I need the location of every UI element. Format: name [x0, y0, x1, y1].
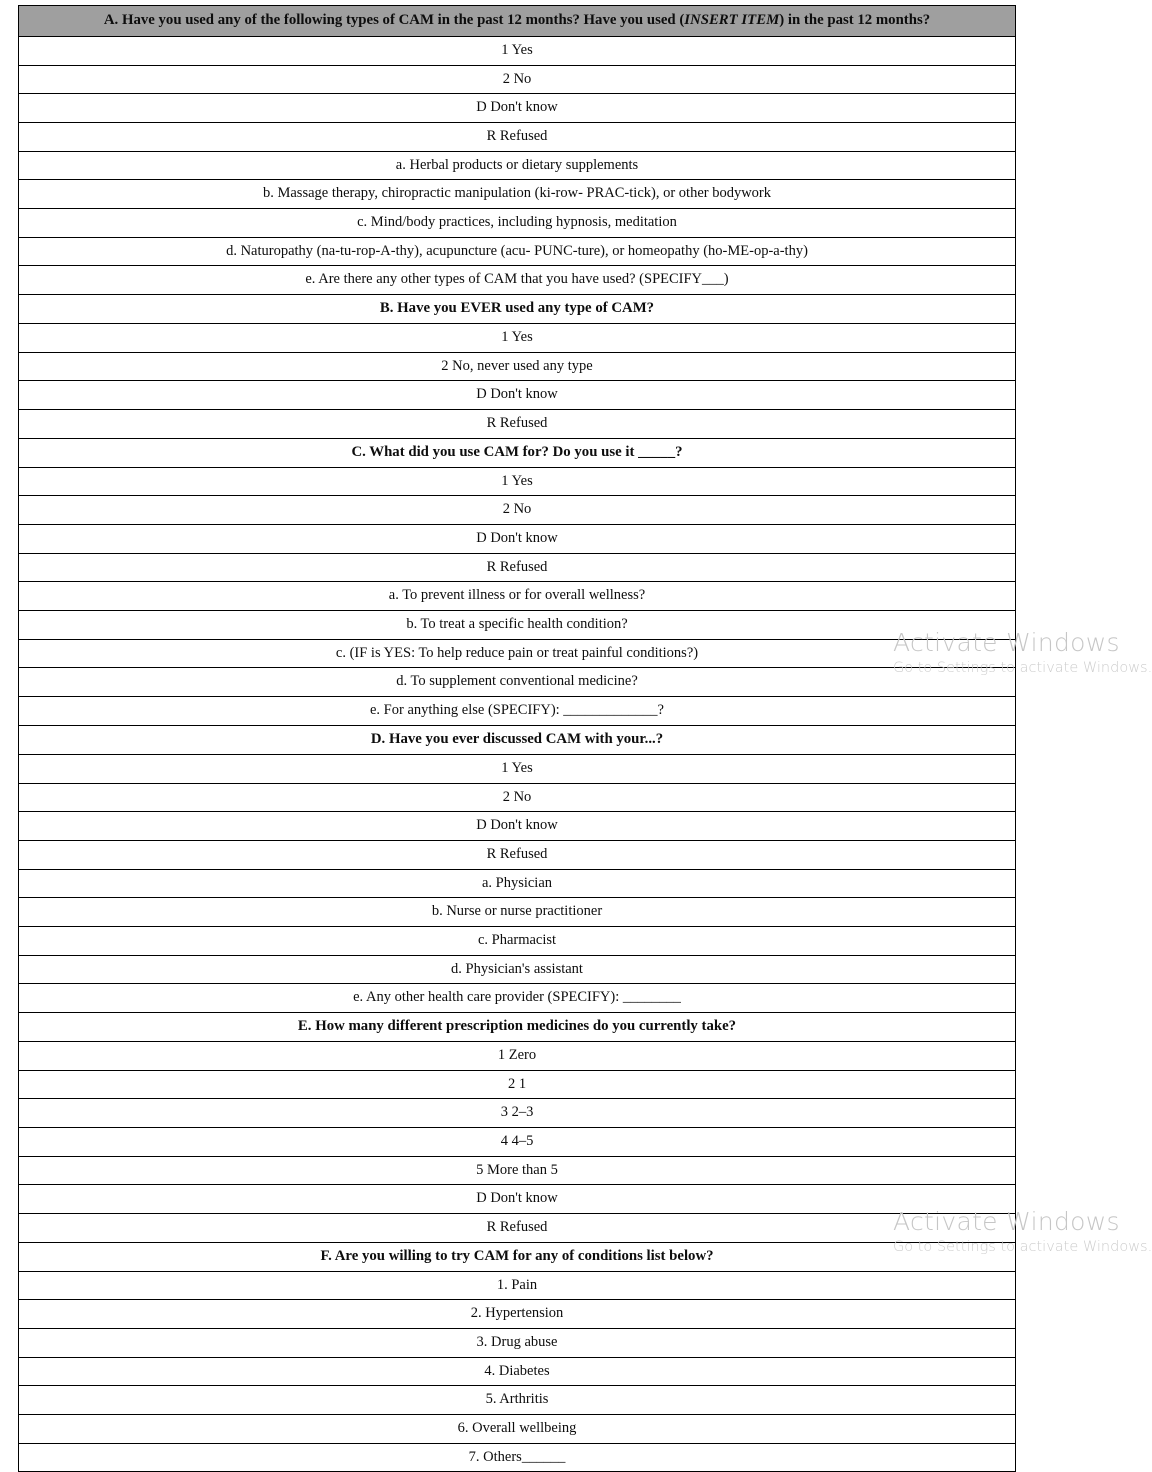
- table-row: [19, 381, 1016, 410]
- table-row: [19, 1300, 1016, 1329]
- d-item-d: d. Physician's assistant: [19, 955, 1016, 984]
- table-row: [19, 324, 1016, 353]
- table-row: [19, 668, 1016, 697]
- a-item-e: e. Are there any other types of CAM that you have used? (SPECIFY___): [19, 266, 1016, 295]
- q-c: C. What did you use CAM for? Do you use it _____?: [19, 438, 1016, 467]
- table-row: [19, 1443, 1016, 1472]
- b-opt-2: 2 No, never used any type: [19, 352, 1016, 381]
- table-row: [19, 1012, 1016, 1041]
- d-item-c: c. Pharmacist: [19, 926, 1016, 955]
- table-row: [19, 151, 1016, 180]
- table-row: [19, 438, 1016, 467]
- a-opt-1: 1 Yes: [19, 37, 1016, 66]
- table-row: [19, 237, 1016, 266]
- header-text-before: A. Have you used any of the following types of CAM in the past 12 months? Have you used (: [103, 12, 685, 28]
- b-opt-r: R Refused: [19, 410, 1016, 439]
- f-item-7: 7. Others______: [19, 1443, 1016, 1472]
- f-item-5: 5. Arthritis: [19, 1386, 1016, 1415]
- a-opt-r: R Refused: [19, 123, 1016, 152]
- a-opt-d: D Don't know: [19, 94, 1016, 123]
- table-row: [19, 467, 1016, 496]
- c-item-b: b. To treat a specific health condition?: [19, 611, 1016, 640]
- table-row: [19, 1156, 1016, 1185]
- table-row: [19, 525, 1016, 554]
- f-item-2: 2. Hypertension: [19, 1300, 1016, 1329]
- e-opt-3: 3 2–3: [19, 1099, 1016, 1128]
- b-opt-1: 1 Yes: [19, 324, 1016, 353]
- table-row: [19, 180, 1016, 209]
- table-row: [19, 725, 1016, 754]
- e-opt-4: 4 4–5: [19, 1127, 1016, 1156]
- table-row: [19, 496, 1016, 525]
- table-row: [19, 94, 1016, 123]
- e-opt-d: D Don't know: [19, 1185, 1016, 1214]
- insert-item-placeholder: INSERT ITEM: [684, 12, 780, 28]
- table-row: [19, 812, 1016, 841]
- e-opt-2: 2 1: [19, 1070, 1016, 1099]
- table-row: [19, 1213, 1016, 1242]
- d-opt-r: R Refused: [19, 840, 1016, 869]
- table-row: [19, 840, 1016, 869]
- table-row: [19, 869, 1016, 898]
- f-item-3: 3. Drug abuse: [19, 1328, 1016, 1357]
- c-opt-r: R Refused: [19, 553, 1016, 582]
- table-row: [19, 984, 1016, 1013]
- d-item-a: a. Physician: [19, 869, 1016, 898]
- d-item-e: e. Any other health care provider (SPECIFY): ________: [19, 984, 1016, 1013]
- a-opt-2: 2 No: [19, 65, 1016, 94]
- table-row: [19, 1127, 1016, 1156]
- table-row: [19, 1242, 1016, 1271]
- table-row: [19, 1414, 1016, 1443]
- c-item-a: a. To prevent illness or for overall wellness?: [19, 582, 1016, 611]
- table-row: [19, 1357, 1016, 1386]
- table-row: [19, 553, 1016, 582]
- table-row: [19, 209, 1016, 238]
- table-row: [19, 639, 1016, 668]
- a-item-d: d. Naturopathy (na-tu-rop-A-thy), acupuncture (acu- PUNC-ture), or homeopathy (ho-ME-op-a-thy): [19, 237, 1016, 266]
- q-f: F. Are you willing to try CAM for any of conditions list below?: [19, 1242, 1016, 1271]
- table-row: [19, 1271, 1016, 1300]
- e-opt-1: 1 Zero: [19, 1041, 1016, 1070]
- table-row: [19, 754, 1016, 783]
- table-row: [19, 1070, 1016, 1099]
- d-opt-1: 1 Yes: [19, 754, 1016, 783]
- table-row: [19, 1185, 1016, 1214]
- watermark-subtitle: Go to Settings to activate Windows.: [893, 1239, 1152, 1256]
- watermark-title: Activate Windows: [893, 1207, 1120, 1236]
- table-row: [19, 611, 1016, 640]
- table-row: [19, 410, 1016, 439]
- table-row: [19, 295, 1016, 324]
- table-row: [19, 65, 1016, 94]
- table-row: [19, 352, 1016, 381]
- header-text-after: ) in the past 12 months?: [779, 12, 931, 28]
- c-item-c: c. (IF is YES: To help reduce pain or treat painful conditions?): [19, 639, 1016, 668]
- c-opt-d: D Don't know: [19, 525, 1016, 554]
- a-item-b: b. Massage therapy, chiropractic manipulation (ki-row- PRAC-tick), or other bodywork: [19, 180, 1016, 209]
- table-row: [19, 1386, 1016, 1415]
- a-item-a: a. Herbal products or dietary supplements: [19, 151, 1016, 180]
- cam-questionnaire-table: [18, 5, 1016, 1472]
- table-row: [19, 783, 1016, 812]
- table-row: [19, 582, 1016, 611]
- e-opt-5: 5 More than 5: [19, 1156, 1016, 1185]
- f-item-4: 4. Diabetes: [19, 1357, 1016, 1386]
- table-row: [19, 926, 1016, 955]
- q-a: [19, 6, 1016, 37]
- f-item-1: 1. Pain: [19, 1271, 1016, 1300]
- table-row: [19, 1099, 1016, 1128]
- watermark-subtitle: Go to Settings to activate Windows.: [893, 660, 1152, 677]
- e-opt-r: R Refused: [19, 1213, 1016, 1242]
- c-opt-1: 1 Yes: [19, 467, 1016, 496]
- table-row: [19, 266, 1016, 295]
- d-opt-d: D Don't know: [19, 812, 1016, 841]
- c-opt-2: 2 No: [19, 496, 1016, 525]
- questionnaire-rows: [19, 6, 1016, 1472]
- c-item-d: d. To supplement conventional medicine?: [19, 668, 1016, 697]
- q-b: B. Have you EVER used any type of CAM?: [19, 295, 1016, 324]
- table-row: [19, 1041, 1016, 1070]
- b-opt-d: D Don't know: [19, 381, 1016, 410]
- table-row: [19, 123, 1016, 152]
- q-d: D. Have you ever discussed CAM with your...?: [19, 725, 1016, 754]
- watermark-title: Activate Windows: [893, 628, 1120, 657]
- table-row: [19, 697, 1016, 726]
- table-row: [19, 6, 1016, 37]
- table-row: [19, 898, 1016, 927]
- a-item-c: c. Mind/body practices, including hypnosis, meditation: [19, 209, 1016, 238]
- table-row: [19, 1328, 1016, 1357]
- d-opt-2: 2 No: [19, 783, 1016, 812]
- c-item-e: e. For anything else (SPECIFY): _____________?: [19, 697, 1016, 726]
- d-item-b: b. Nurse or nurse practitioner: [19, 898, 1016, 927]
- table-row: [19, 37, 1016, 66]
- table-row: [19, 955, 1016, 984]
- f-item-6: 6. Overall wellbeing: [19, 1414, 1016, 1443]
- q-e: E. How many different prescription medicines do you currently take?: [19, 1012, 1016, 1041]
